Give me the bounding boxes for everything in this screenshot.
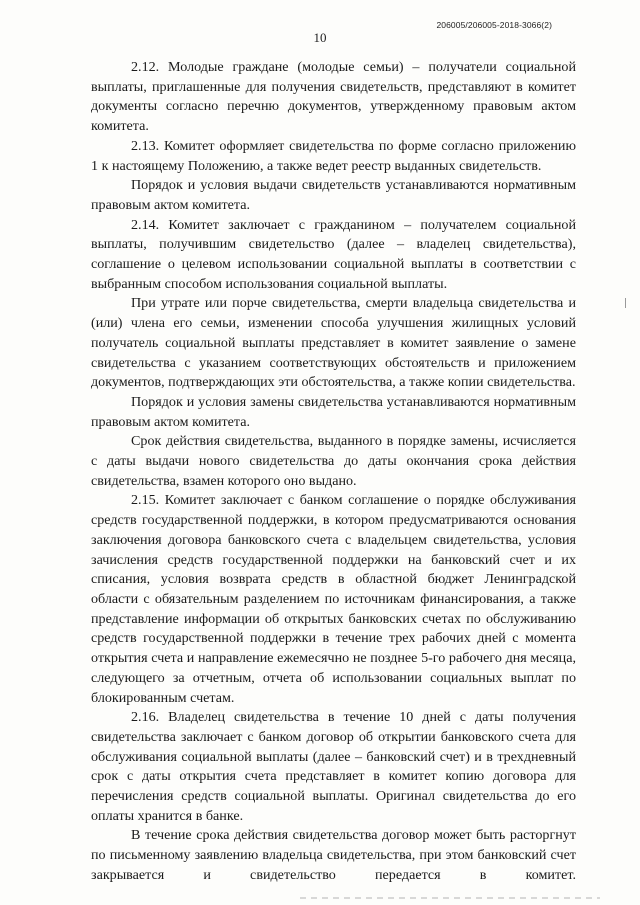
paragraph-issue-procedure: Порядок и условия выдачи свидетельств устанавливаются нормативным правовым актом комитета. [91,177,576,213]
paragraph-2-15: 2.15. Комитет заключает с банком соглашение о порядке обслуживания средств государственной поддержки, в котором предусматриваются основания заключения договора банковского счета с владельцем свидетельства, условия зачисления средств государственной поддержки на банковский счет и их списания, условия возврата средств в областной бюджет Ленинградской области с обязательным разделением по источникам финансирования, а также представление информации об открытых банковских счетах по обслуживанию средств государственной поддержки в течение трех рабочих дней с момента открытия счета и направление ежемесячно не позднее 5-го рабочего дня месяца, следующего за отчетным, отчета об использовании социальных выплат по блокированным счетам. [91,492,576,706]
paragraph-2-16: 2.16. Владелец свидетельства в течение 10 дней с даты получения свидетельства заключает с банком договор об открытии банковского счета для обслуживания социальной выплаты (далее – банковский счет) и в трехдневный срок с даты открытия счета представляет в комитет копию договора для перечисления средств социальной выплаты. Оригинал свидетельства до его оплаты хранится в банке. [91,709,576,824]
paragraph-2-14: 2.14. Комитет заключает с гражданином – получателем социальной выплаты, получившим свидетельство (далее – владелец свидетельства), соглашение о целевом использовании социальной выплаты в соответствии с выбранным способом использования социальной выплаты. [91,216,576,292]
scan-bottom-artifact [300,897,600,899]
paragraph-replacement-procedure: Порядок и условия замены свидетельства устанавливаются нормативным правовым актом комитета. [91,393,576,430]
paragraph-2-12: 2.12. Молодые граждане (молодые семьи) – получатели социальной выплаты, приглашенные для получения свидетельств, представляют в комитет документы согласно перечню документов, утвержденному правовым актом комитета. [91,59,576,135]
document-id: 206005/206005-2018-3066(2) [436,20,552,30]
document-body [91,58,576,886]
paragraph-replacement-conditions: При утрате или порче свидетельства, смерти владельца свидетельства и (или) члена его семьи, изменении способа улучшения жилищных условий получатель социальной выплаты представляет в комитет заявление о замене свидетельства с указанием соответствующих обстоятельств и приложением документов, подтверждающих эти обстоятельства, а также копии свидетельства. [91,295,576,391]
paragraph-replacement-term: Срок действия свидетельства, выданного в порядке замены, исчисляется с даты выдачи нового свидетельства до даты окончания срока действия свидетельства, взамен которого оно выдано. [91,433,576,489]
page-number: 10 [313,30,327,45]
scan-edge-mark [625,298,626,308]
paragraph-contract-termination: В течение срока действия свидетельства договор может быть расторгнут по письменному заявлению владельца свидетельства, при этом банковский счет закрывается и свидетельство передается в комитет. [91,827,576,883]
paragraph-2-13: 2.13. Комитет оформляет свидетельства по форме согласно приложению 1 к настоящему Положению, а также ведет реестр выданных свидетельств. [91,137,576,174]
